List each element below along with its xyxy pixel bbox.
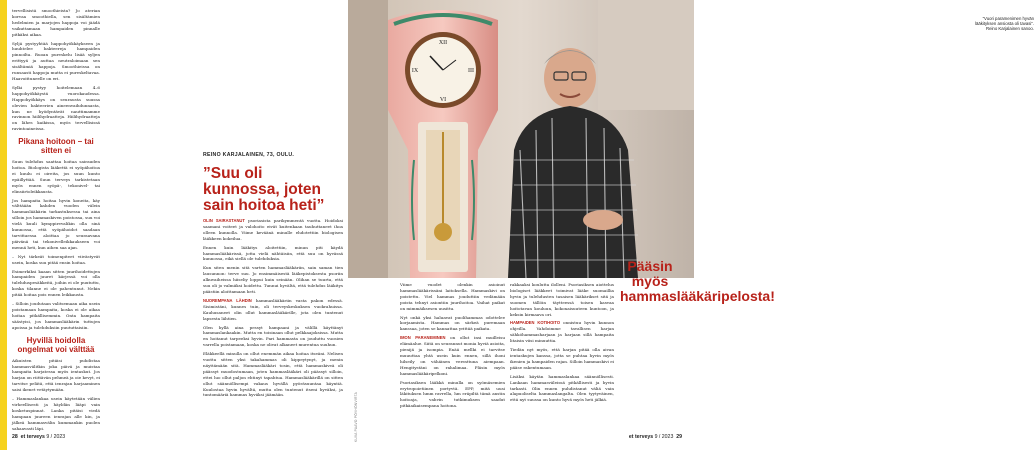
page-number: 28 — [12, 434, 18, 440]
svg-text:VI: VI — [439, 97, 447, 103]
paragraph — [510, 320, 614, 344]
paragraph: rakkaaksi koulutta ilolleni. Psoriasiksen aiottelus biologiset lääkkeet toimivat lääke suomaillia hyvin ja tulehdusten tasaisen lääkärikset sitä ja suomen tällöin täytteessä toisen kasvaa hoitotavan kouluun, kokonaisuuteen kuntoon, ja keksin kirmaava ori. — [510, 282, 614, 317]
paragraph: Jos hampaita hoitaa hyvin koneita, käy välttäään kahden vuoden välein hammaslääkärin tarkastuksessa tai aina silloin jos hammaskiven poistossa, suu voi vielä kuuli kymppirevalikin olla sinä kunnossa, että syöpähoidot saadaan tarvittaessa aloittaa jo seuraavana päivänä tai tekonivelleikkaukseen voi mennä heti, kun aihen saa ajan. — [12, 197, 100, 250]
subheading: Hyvillä hoidolla ongelmat voi välttää — [17, 335, 95, 354]
paragraph: – Hammaslankaa usein käytetään välien virheellisesti ja häyldän lääpi vain kosketuspinnat. Lanka pitäisi viedä hampaan juureen ienrajan alle kin, ja jälkeä hammasvälin kummankin puolen sahaavasti läpi. — [12, 396, 100, 431]
portrait-photo — [348, 0, 1034, 278]
paragraph: Ennen kuin lääkitys aloitettiin, minun piti käydä hammaslääkärissä, jotta vielä nähtäisiin, että suu on hyvässä kunnossa, eikä siellä ole tulehduksia. — [203, 244, 343, 262]
paragraph-text: onnistuu hyvin kunnon ohjeilla. Vahdoimme tavallisen harjan sähköhammasharjaan ja harjaan sillä hampaita litaisin viisi minuuttia. — [510, 320, 614, 344]
paragraph: Kun siten menin sitä varten hammaslääkäriin, sain saman tien lausunnon: terve suu. Jo ensimmäisestä lääkepistoksesta psoriin alkuvaiheissa hiiseliy loppui kuin seinään. Olihan se tuurta, että suu oli jo valmiiksi hoidettu. Tunnui hyvältä, että tulehdus lääkitys päästiin aloittamaan heti. — [203, 265, 343, 294]
paragraph-text: on ollut insi muilleisu elämäalue. Siitä on seurannut monia hyviä asioita, pienijä ja isompia. Enää mellki ei tarvitse muuuttaa yhtä usein kuin ennen, sillä ihoni hilseily on vähäinen verrattuna aiempaan. Hengitystäni on rahalimaa. Pläsin myös hammaslääkäripelkoni. — [400, 335, 505, 376]
paragraph: Aikuisten pitäisi puhdistaa hammasvälitkin joka päivä ja muistaa hampaita harjatessa myös ientaskut. Jos harjan on riittävän pehmeä ja oie kevyt, ei tarvitse pelätä, että ienrajan harjaaminen saisi ikenet vetäytymään. — [12, 357, 100, 393]
right-column-2 — [510, 282, 614, 430]
svg-text:XII: XII — [438, 40, 448, 46]
paragraph — [203, 298, 343, 322]
issue-number: 9 / 2023 — [654, 434, 674, 440]
left-column-1 — [12, 8, 100, 431]
photo-caption: ”Vuori paramenimen hyvän lääkityksen ansiosta oli tavasi”. Reino Karjalainen sanoo. — [975, 16, 1034, 32]
svg-text:IX: IX — [411, 68, 419, 74]
right-column-1 — [400, 282, 505, 430]
lead-in: IMON PARANEMINEN — [400, 335, 446, 341]
lead-in: HAMPAIDEN KOTIHOITO — [510, 320, 561, 326]
paragraph: – Silloin joudutaan valitsemaan aika usein poistamaan hampaita, koska ei ole aikaa hoitaa pitkällisemmin. Onta hampaita säästyisi, jos hammaslääkärin tuttujen apoissa ja tulehduksiin puututtaisiin. — [12, 301, 100, 330]
paragraph — [400, 335, 505, 376]
side-pull-quote: Pääsin myös hammaslääkäripelosta! — [620, 258, 775, 304]
lead-in: OLIN SAIRASTANUT — [203, 218, 245, 223]
issue-number: 9 / 2023 — [46, 434, 66, 440]
paragraph: Nyt onkä yksi haluavat puolihammas odottelee korjaamista. Hammas on särkeä puremaan kanssaa, joten se kannattaa yrittää paikata. — [400, 314, 505, 332]
paragraph: Sylki pystyy hoitelemaan 4–6 happohyökkäystä vuorokaudessa. Happohyökkäys on seurausta suussa olevien bakteerien aineenvaihdunnasta, kun ne hyödyntävät nauttimamme ravinnon hiilihydraatteja. Hiilihydraatteja on lähes kaikissa, myös tervellisissä ravintoaineissa. — [12, 84, 100, 132]
paragraph: Suun tulehdus saattaa hoitaa sairauden hoitoa. Biologista lääkettä ei syöpähoitoa ei kuulu ei oireita, jos suun kunto epäillyttää. Suun terveys tarkistetaan myös ennen syöpä-, tekonivel- tai elinsiirtoleikkausta. — [12, 159, 100, 194]
paragraph-text: psoriasista parikymmentä vuotta. Hoidoksi saamani voiteet ja valohoito eivät kuitenkaan tauhuttaneet ihoa olleen kunnolla. Viime keväänä minulle ehdotettiin biologisen lääkkeen kokeilua. — [203, 218, 343, 241]
magazine-name: et terveys — [628, 434, 654, 440]
footer-right — [629, 434, 682, 440]
paragraph-text: hammaslääkäriin vasta pakon edessä. Sisimistäni, kunnes tuin, oli terveyskeskuksen vuokrahuissa. Kauhusaneet olin ollut hammaslääkärille, jota olen tuntenut lapsesta lähtien. — [203, 297, 343, 321]
paragraph: – Nyt tärkeät toimenpiteet viivästyvät usein, koska suu pitää ensin hoitaa. — [12, 253, 100, 265]
paragraph — [203, 218, 343, 242]
photo-illustration — [348, 0, 694, 278]
paragraph: tervellisistä smoothieista? Jo aterian korvaa smoothiella, sen sisältämien hedelmien ja marjojen happoja voi jäädä vaikuttamaan hampaiden pinnalle pitkäksi aikaa. — [12, 8, 100, 37]
paragraph: Syljä pystyyhtää happohyökkäykseen ja huuhtelee bakteereja hampaiden pinnoilta. Ruoan pureskelu lisää syljen erittyyä ja auttaa neutraloimaan sen sisältämiä happoja. Smoothieissa on runsaasti happoja mutta ei pureskeltavaa. Haavoittuneelle on eri. — [12, 40, 100, 81]
subheading: Pikana hoitoon – tai sitten ei — [18, 137, 94, 156]
paragraph: Viime vuodet olenkin asioinut hammaslääkärissäni laitoksella. Hammaskivi on poistettu. Viel hammas jouduttiin vedämään poista tehnyt asiontiin juurihoitoa. Vaihat paikat on mimmäiksesen uusittu. — [400, 282, 505, 311]
paragraph: Lisäksi käytän hammaslankaa säännöllisesti. Lankaan hammasväleissä pitkällisesti ja hyvin tarkasti. Olin ennen puhdistanut väliä vain alapuoliselta hammaslangalta. Olen tyytyväinen, että nyt suussa on kunto hyvä myös heti jälkiä. — [510, 373, 614, 403]
accent-bar — [0, 0, 7, 450]
page-number: 29 — [676, 434, 682, 440]
lead-in: NUOREMPANA LÄHDIN — [203, 297, 252, 303]
interviewee-byline: REINO KARJALAINEN, 73, OULU. — [203, 152, 295, 158]
paragraph: Tiedän nyt myös, että harjan pitää olla aivan ientaskujen kanssa, jotta se puhtaa hyvin myös ikenien ja hampaiden rajan. Silloin hammaskivi ei pääse rakentumaan. — [510, 347, 614, 370]
middle-column — [203, 218, 343, 428]
paragraph: Eläkkeellä minulla on ollut enemmän aikaa hoitaa itseäni. Nelisen vuotta sitten yksi takahammas oli kippeytynyt, ja menin näyttämään sitä. Hammaslääkäri tosin, että hammaskiveä oli päässyt muodostumaan, joten hammaslääkäri oli päässyt silloin, ettei luo ollut paljon ehtinyt tapahtua. Hammaslääkärillä on sitten ollut säännöllisempi vakaus hyvällä pyöräsuuntaa käyntiä. Kuulostaa hyvin hyvältä, mutta olen tuntenut itseni hyväksi, ja tuntomääriä hammas hyväksi jäämään. — [203, 351, 343, 398]
footer-left — [12, 434, 65, 440]
magazine-name: et terveys — [20, 434, 45, 440]
paragraph: Psoriasiksen lääkkä minulla on syömäsemien erytropoietiinen portyvtä. EPP, mitä uusi läkituksen hmm ravrella, hm eräpiltä tämä anstin hoitoaja, vahvin tutkimuksen saadut pitkäaikaisempana hoitona. — [400, 379, 505, 409]
svg-text:III: III — [468, 68, 474, 74]
pull-quote: ”Suu oli kunnossa, joten sain hoitoa heti” — [203, 165, 325, 214]
paragraph: Olen hyllä aina pessyt hampaani ja välillä käyttänyt hammaslankaakin. Mutta en toisinaan ollut pelkkaajoksissa. Mutta en hoitanut tarpeeksi hyvin. Pari hammasta on jouduttu vuosien varrella poistamaan, koska ne olivat alkaneet murentua suuhun. — [203, 324, 343, 348]
photo-credit: KUVA PAAVO PÖYHÖNVIRTA — [354, 391, 358, 442]
paragraph: Esimerkiksi kaaan sitten juurihoidettujen hampaiden juuret kärjessä voi olla tulehduspesäkkeitä, joihin ei ole puututtu, koska tilanne ei ole pahentunut. Nekin pitää hoitaa pois ennen leikkausta. — [12, 268, 100, 298]
